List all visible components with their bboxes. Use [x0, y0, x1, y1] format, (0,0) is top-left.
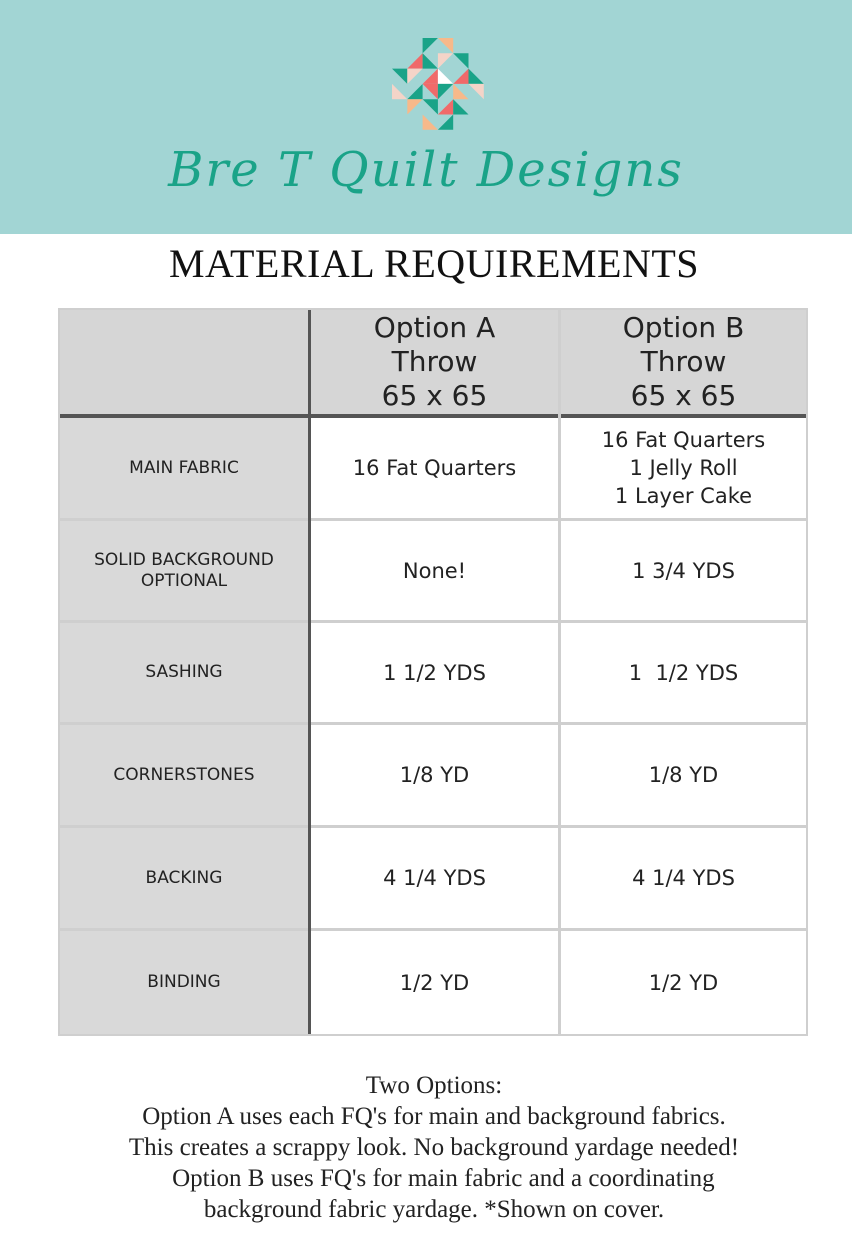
cell-main-fabric-b — [561, 418, 806, 518]
logo-triangle — [392, 84, 407, 99]
row-label-binding — [60, 931, 308, 1034]
cell-line: 4 1/4 YDS — [632, 866, 735, 890]
logo-triangle — [438, 99, 453, 114]
logo-triangle — [438, 38, 453, 53]
header-line: 65 x 65 — [381, 379, 488, 412]
label-column-divider — [308, 310, 311, 1034]
row-label-line: SOLID BACKGROUND — [94, 549, 274, 570]
logo-triangle — [453, 53, 468, 68]
row-label-cornerstones — [60, 725, 308, 825]
notes-block — [0, 1070, 852, 1225]
cell-line: 1 Jelly Roll — [629, 456, 738, 480]
cell-backing-a — [311, 828, 558, 928]
logo-triangle — [469, 69, 484, 84]
logo-triangle — [438, 69, 453, 84]
logo-triangle — [423, 84, 438, 99]
cell-cornerstones-a — [311, 725, 558, 825]
row-label-line: SASHING — [145, 662, 223, 682]
row-divider — [60, 722, 806, 725]
logo-triangle — [423, 115, 438, 130]
option-column-divider — [558, 310, 561, 1034]
header-line: 65 x 65 — [630, 379, 737, 412]
cell-solid-background-b — [561, 521, 806, 620]
quilt-block-logo-icon — [392, 38, 484, 130]
header-line: Throw — [640, 345, 727, 378]
table-corner-cell — [60, 310, 308, 414]
cell-binding-b — [561, 931, 806, 1034]
column-header-option-b — [561, 310, 806, 414]
cell-line: 1 Layer Cake — [614, 484, 753, 508]
logo-triangle — [423, 38, 438, 53]
logo-triangle — [438, 53, 453, 68]
logo-triangle — [407, 53, 422, 68]
logo-triangle — [423, 99, 438, 114]
header-line: Option B — [622, 311, 745, 344]
row-label-backing — [60, 828, 308, 928]
page-title: MATERIAL REQUIREMENTS — [168, 241, 700, 286]
logo-triangle — [392, 69, 407, 84]
cell-main-fabric-a — [311, 418, 558, 518]
cell-sashing-b — [561, 623, 806, 722]
row-label-solid-background — [60, 521, 308, 620]
cell-backing-b — [561, 828, 806, 928]
header-line: Option A — [373, 311, 496, 344]
row-divider — [60, 518, 806, 521]
cell-line: 1 1/2 YDS — [628, 660, 739, 685]
cell-binding-a — [311, 931, 558, 1034]
cell-line: 16 Fat Quarters — [601, 428, 766, 452]
cell-line: 1/2 YD — [399, 970, 470, 995]
material-table — [58, 308, 808, 1036]
notes-line: Option B uses FQ's for main fabric and a coordinating — [153, 1165, 715, 1192]
row-label-line: BINDING — [147, 972, 221, 992]
notes-line: This creates a scrappy look. No background yardage needed! — [128, 1134, 740, 1161]
logo-triangle — [453, 84, 468, 99]
cell-line: 4 1/4 YDS — [383, 866, 486, 890]
logo-triangle — [453, 99, 468, 114]
row-divider — [60, 928, 806, 931]
header-line: Throw — [391, 345, 478, 378]
notes-line: Option A uses each FQ's for main and background fabrics. — [142, 1103, 726, 1130]
header-divider — [60, 414, 806, 418]
logo-triangle — [423, 69, 438, 84]
cell-line: 1 3/4 YDS — [632, 558, 735, 583]
row-divider — [60, 825, 806, 828]
cell-line: None! — [402, 558, 467, 583]
cell-sashing-a — [311, 623, 558, 722]
cell-cornerstones-b — [561, 725, 806, 825]
logo-triangle — [438, 115, 453, 130]
brand-name: Bre T Quilt Designs — [168, 142, 684, 198]
cell-line: 1/8 YD — [648, 763, 719, 787]
logo-triangle — [423, 53, 438, 68]
logo-triangle — [469, 84, 484, 99]
header-banner — [0, 0, 852, 234]
cell-solid-background-a — [311, 521, 558, 620]
logo-triangle — [407, 84, 422, 99]
notes-line: Two Options: — [365, 1072, 503, 1099]
cell-line: 16 Fat Quarters — [352, 456, 517, 480]
row-label-line: OPTIONAL — [140, 570, 228, 591]
cell-line: 1/2 YD — [648, 970, 719, 995]
logo-triangle — [438, 84, 453, 99]
logo-triangle — [453, 69, 468, 84]
logo-triangle — [407, 99, 422, 114]
column-header-option-a — [311, 310, 558, 414]
cell-line: 1/8 YD — [399, 763, 470, 787]
row-label-sashing — [60, 623, 308, 722]
logo-triangle — [407, 69, 422, 84]
row-label-line: CORNERSTONES — [113, 764, 255, 785]
row-divider — [60, 620, 806, 623]
row-label-line: BACKING — [145, 867, 223, 888]
notes-line: background fabric yardage. *Shown on cover. — [203, 1196, 665, 1223]
cell-line: 1 1/2 YDS — [383, 660, 486, 685]
row-label-main-fabric — [60, 418, 308, 518]
row-label-line: MAIN FABRIC — [129, 457, 239, 478]
